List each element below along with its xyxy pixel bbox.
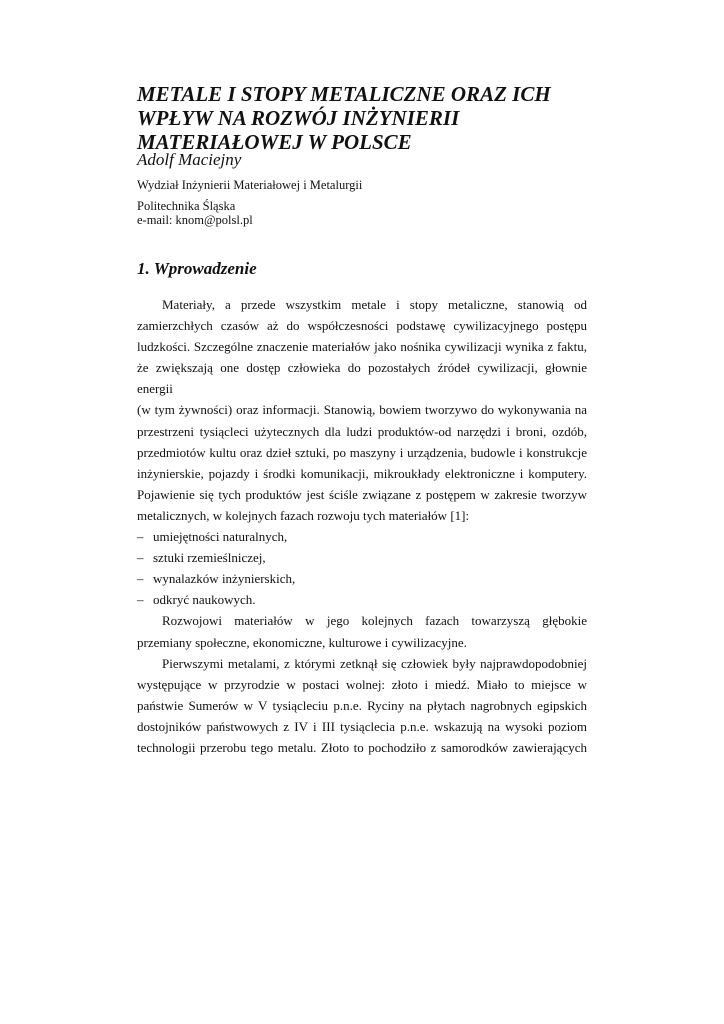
paper-title xyxy=(137,82,597,154)
text-line: metalicznych, w kolejnych fazach rozwoju tych materiałów [1]: xyxy=(137,507,470,523)
text-line: Materiały, a przede wszystkim metale i stopy metaliczne, stanowią od xyxy=(162,297,587,312)
text-line: Rozwojowi materiałów w jego kolejnych fazach towarzyszą głębokie xyxy=(162,613,587,629)
dash-bullet: – xyxy=(137,550,144,566)
list-item: – wynalazków inżynierskich, xyxy=(137,568,587,589)
title-line: METALE I STOPY METALICZNE ORAZ ICH xyxy=(137,82,551,106)
affiliation-faculty: Wydział Inżynierii Materiałowej i Metalurgii xyxy=(137,178,363,192)
list-item: – umiejętności naturalnych, xyxy=(137,526,587,547)
author-name: Adolf Maciejny xyxy=(137,150,242,169)
text-line: przemiany społeczne, ekonomiczne, kulturowe i cywilizacyjne. xyxy=(137,634,467,650)
paragraph-2 xyxy=(137,610,587,631)
dash-bullet: – xyxy=(137,529,144,545)
dash-bullet: – xyxy=(137,571,144,587)
text-line: przestrzeni tysiącleci użytecznych dla ludzi produktów-od narzędzi i broni, ozdób, xyxy=(137,423,587,439)
affiliation-email: e-mail: knom@polsl.pl xyxy=(137,213,253,227)
dash-bullet: – xyxy=(137,592,144,608)
body-text xyxy=(137,294,587,758)
text-line: państwie Sumerów w V tysiącleciu p.n.e. Ryciny na płytach nagrobnych egipskich xyxy=(137,697,587,713)
text-line: przedmiotów kultu oraz dzieł sztuki, po maszyny i urządzenia, budowle i konstrukcje xyxy=(137,444,587,460)
bullet-list xyxy=(137,526,587,610)
paragraph-1-end xyxy=(137,505,587,526)
paragraph-3 xyxy=(137,653,587,674)
text-line: występujące w przyrodzie w postaci wolnej: złoto i miedź. Miało to miejsce w xyxy=(137,676,587,692)
text-line: (w tym żywności) oraz informacji. Stanowią, bowiem tworzywo do wykonywania na xyxy=(137,402,587,418)
paragraph-3-cont xyxy=(137,674,587,758)
paragraph-1-cont xyxy=(137,315,587,505)
text-line: Pojawienie się tych produktów jest ściśle związane z postępem w zakresie tworzyw xyxy=(137,486,587,502)
text-line: dostojników państwowych z IV i III tysiąclecia p.n.e. wskazują na wysoki poziom xyxy=(137,718,587,734)
paragraph-2-end xyxy=(137,632,587,653)
title-line: MATERIAŁOWEJ W POLSCE xyxy=(137,130,412,154)
text-line: technologii przerobu tego metalu. Złoto to pochodziło z samorodków zawierających xyxy=(137,739,587,755)
list-item: – sztuki rzemieślniczej, xyxy=(137,547,587,568)
paragraph-1 xyxy=(137,294,587,315)
text-line: Pierwszymi metalami, z którymi zetknął się człowiek były najprawdopodobniej xyxy=(162,655,587,671)
affiliation-university: Politechnika Śląska xyxy=(137,199,236,213)
title-line: WPŁYW NA ROZWÓJ INŻYNIERII xyxy=(137,106,460,130)
text-line: ludzkości. Szczególne znaczenie materiałów jako nośnika cywilizacji wynika z faktu, xyxy=(137,339,587,355)
text-line: że zwiększają one dostęp człowieka do pozostałych źródeł cywilizacji, głownie energii xyxy=(137,360,587,397)
text-line: zamierzchłych czasów aż do współczesności podstawę cywilizacyjnego postępu xyxy=(137,318,587,334)
list-item: – odkryć naukowych. xyxy=(137,589,587,610)
text-line: inżynierskie, pojazdy i środki komunikacji, mikroukłady elektroniczne i komputery. xyxy=(137,465,587,481)
section-heading: 1. Wprowadzenie xyxy=(137,259,257,278)
